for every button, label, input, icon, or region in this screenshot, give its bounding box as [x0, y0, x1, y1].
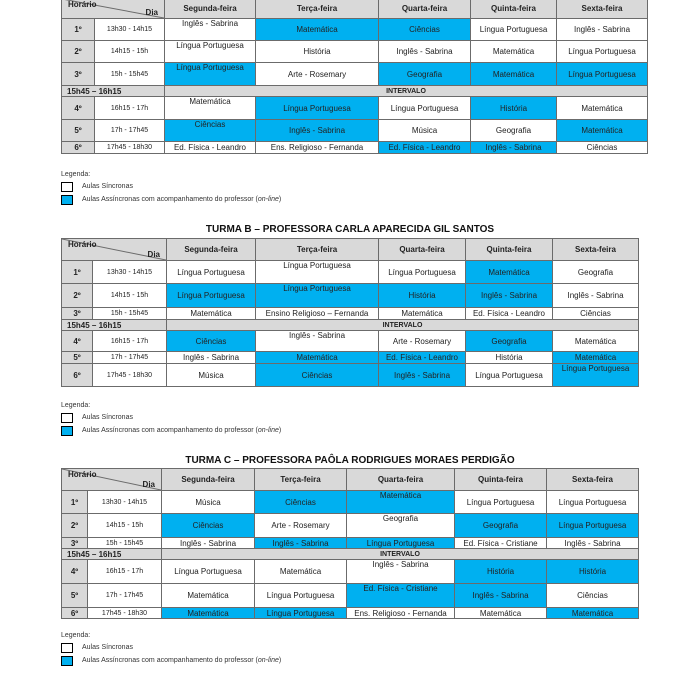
async-class-cell: História — [471, 97, 557, 120]
day-header: Quarta-feira — [379, 0, 471, 19]
async-class-cell: Língua Portuguesa — [557, 63, 648, 86]
period-number: 1º — [62, 261, 93, 284]
schedule-row — [62, 491, 639, 514]
sync-class-cell: Matemática — [557, 97, 648, 120]
horario-dia-header — [62, 239, 167, 261]
day-header: Segunda-feira — [165, 0, 256, 19]
horario-label: Horário — [68, 240, 97, 249]
async-class-cell: Ciências — [165, 120, 256, 142]
interval-label: INTERVALO — [165, 86, 648, 97]
period-time: 15h - 15h45 — [95, 63, 165, 86]
async-class-cell: Ciências — [167, 331, 256, 352]
sync-class-cell: Matemática — [165, 97, 256, 120]
async-class-cell: Língua Portuguesa — [547, 514, 639, 538]
interval-row — [62, 549, 639, 560]
sync-class-cell: Inglês - Sabrina — [162, 538, 255, 549]
legend-async-label: Aulas Assíncronas com acompanhamento do professor (on-line) — [82, 196, 282, 203]
schedule-row — [62, 41, 648, 63]
sync-class-cell: Língua Portuguesa — [162, 560, 255, 584]
interval-time: 15h45 – 16h15 — [62, 320, 167, 331]
async-class-cell: Ed. Física - Leandro — [379, 142, 471, 154]
sync-class-cell: Inglês - Sabrina — [379, 41, 471, 63]
period-time: 14h15 - 15h — [93, 284, 167, 308]
sync-class-cell: Matemática — [379, 308, 466, 320]
schedule-row — [62, 352, 639, 364]
sync-class-cell: Inglês - Sabrina — [167, 352, 256, 364]
async-class-cell: Matemática — [347, 491, 455, 514]
sync-class-cell: Matemática — [455, 608, 547, 619]
sync-class-cell: Língua Portuguesa — [167, 261, 256, 284]
async-class-cell: Língua Portuguesa — [165, 63, 256, 86]
async-class-cell: Matemática — [256, 19, 379, 41]
period-time: 17h45 - 18h30 — [95, 142, 165, 154]
period-time: 17h - 17h45 — [88, 584, 162, 608]
period-time: 15h - 15h45 — [93, 308, 167, 320]
schedule-row — [62, 560, 639, 584]
day-header: Quinta-feira — [471, 0, 557, 19]
period-time: 15h - 15h45 — [88, 538, 162, 549]
turma-c-table — [61, 468, 639, 619]
period-number: 4º — [62, 331, 93, 352]
sync-class-cell: Geografia — [553, 261, 639, 284]
async-class-cell: Matemática — [466, 261, 553, 284]
sync-class-cell: Língua Portuguesa — [547, 491, 639, 514]
async-class-cell: História — [455, 560, 547, 584]
sync-class-cell: Inglês - Sabrina — [256, 331, 379, 352]
sync-class-cell: Ens. Religioso - Fernanda — [256, 142, 379, 154]
async-class-cell: Ciências — [162, 514, 255, 538]
schedule-row — [62, 261, 639, 284]
async-class-cell: Geografia — [379, 63, 471, 86]
period-time: 17h - 17h45 — [93, 352, 167, 364]
async-class-cell: Língua Portuguesa — [167, 284, 256, 308]
async-class-cell: Matemática — [256, 352, 379, 364]
turma-c-legend — [61, 632, 282, 669]
turma-c-title: TURMA C – PROFESSORA PAÔLA RODRIGUES MORAES PERDIGÃO — [185, 455, 515, 466]
async-class-cell: Matemática — [553, 352, 639, 364]
turma-b-title: TURMA B – PROFESSORA CARLA APARECIDA GIL SANTOS — [205, 224, 495, 235]
schedule-row — [62, 608, 639, 619]
sync-legend-box — [61, 182, 73, 192]
sync-class-cell: Inglês - Sabrina — [165, 19, 256, 41]
day-header: Quarta-feira — [379, 239, 466, 261]
async-class-cell: Matemática — [557, 120, 648, 142]
day-header: Quinta-feira — [455, 469, 547, 491]
async-class-cell: Matemática — [547, 608, 639, 619]
schedule-row — [62, 142, 648, 154]
period-number: 2º — [62, 514, 88, 538]
interval-time: 15h45 – 16h15 — [62, 86, 165, 97]
async-class-cell: Língua Portuguesa — [553, 364, 639, 387]
sync-class-cell: Inglês - Sabrina — [347, 560, 455, 584]
sync-class-cell: Ciências — [557, 142, 648, 154]
async-legend-box — [61, 426, 73, 436]
sync-class-cell: Língua Portuguesa — [471, 19, 557, 41]
sync-class-cell: Língua Portuguesa — [379, 261, 466, 284]
schedule-row — [62, 331, 639, 352]
sync-class-cell: Língua Portuguesa — [557, 41, 648, 63]
async-class-cell: Língua Portuguesa — [256, 284, 379, 308]
sync-class-cell: Língua Portuguesa — [455, 491, 547, 514]
sync-class-cell: Matemática — [162, 584, 255, 608]
day-header: Sexta-feira — [557, 0, 648, 19]
schedule-row — [62, 514, 639, 538]
turma-b-legend — [61, 402, 282, 439]
async-class-cell: Ed. Física - Leandro — [379, 352, 466, 364]
sync-class-cell: Matemática — [255, 560, 347, 584]
async-class-cell: Inglês - Sabrina — [466, 284, 553, 308]
interval-time: 15h45 – 16h15 — [62, 549, 162, 560]
sync-class-cell: Ed. Física - Cristiane — [455, 538, 547, 549]
turma-a-table — [61, 0, 648, 154]
async-class-cell: Inglês - Sabrina — [455, 584, 547, 608]
period-number: 3º — [62, 63, 95, 86]
async-legend-box — [61, 656, 73, 666]
schedule-row — [62, 364, 639, 387]
async-class-cell: Ciências — [256, 364, 379, 387]
day-header: Quinta-feira — [466, 239, 553, 261]
legend-title: Legenda: — [61, 402, 91, 409]
sync-class-cell: Ciências — [547, 584, 639, 608]
turma-a-schedule — [61, 0, 638, 154]
async-class-cell: Matemática — [162, 608, 255, 619]
sync-class-cell: Ed. Física - Leandro — [466, 308, 553, 320]
day-header: Terça-feira — [256, 0, 379, 19]
turma-a-legend — [61, 171, 282, 208]
sync-class-cell: Língua Portuguesa — [165, 41, 256, 63]
async-class-cell: Inglês - Sabrina — [471, 142, 557, 154]
async-class-cell: Inglês - Sabrina — [379, 364, 466, 387]
async-class-cell: Inglês - Sabrina — [255, 538, 347, 549]
async-class-cell: História — [547, 560, 639, 584]
async-class-cell: Língua Portuguesa — [347, 538, 455, 549]
sync-class-cell: Matemática — [553, 331, 639, 352]
async-class-cell: Língua Portuguesa — [256, 97, 379, 120]
sync-class-cell: Ensino Religioso – Fernanda — [256, 308, 379, 320]
sync-class-cell: Arte - Rosemary — [379, 331, 466, 352]
day-header: Terça-feira — [256, 239, 379, 261]
period-number: 5º — [62, 584, 88, 608]
async-class-cell: Geografia — [455, 514, 547, 538]
sync-class-cell: Música — [162, 491, 255, 514]
schedule-row — [62, 63, 648, 86]
interval-label: INTERVALO — [162, 549, 639, 560]
turma-b-schedule — [61, 238, 638, 387]
sync-class-cell: Ed. Física - Leandro — [165, 142, 256, 154]
legend-async-label: Aulas Assíncronas com acompanhamento do professor (on-line) — [82, 657, 282, 664]
async-class-cell: História — [379, 284, 466, 308]
legend-async-label: Aulas Assíncronas com acompanhamento do professor (on-line) — [82, 427, 282, 434]
dia-label: Dia — [145, 8, 158, 17]
period-number: 4º — [62, 560, 88, 584]
day-header: Sexta-feira — [553, 239, 639, 261]
dia-label: Dia — [147, 250, 160, 259]
async-class-cell: Ed. Física - Cristiane — [347, 584, 455, 608]
sync-class-cell: Língua Portuguesa — [379, 97, 471, 120]
sync-class-cell: Arte - Rosemary — [255, 514, 347, 538]
period-number: 2º — [62, 284, 93, 308]
sync-class-cell: Geografia — [471, 120, 557, 142]
period-number: 6º — [62, 142, 95, 154]
period-time: 16h15 - 17h — [93, 331, 167, 352]
period-time: 16h15 - 17h — [95, 97, 165, 120]
sync-class-cell: Geografia — [347, 514, 455, 538]
period-time: 14h15 - 15h — [95, 41, 165, 63]
day-header: Terça-feira — [255, 469, 347, 491]
period-time: 13h30 - 14h15 — [88, 491, 162, 514]
legend-title: Legenda: — [61, 171, 91, 178]
async-class-cell: Geografia — [466, 331, 553, 352]
sync-class-cell: Língua Portuguesa — [255, 584, 347, 608]
schedule-row — [62, 538, 639, 549]
schedule-row — [62, 308, 639, 320]
sync-class-cell: Língua Portuguesa — [466, 364, 553, 387]
dia-label: Dia — [142, 480, 155, 489]
header-row — [62, 0, 648, 19]
schedule-row — [62, 120, 648, 142]
legend-title: Legenda: — [61, 632, 91, 639]
async-class-cell: Matemática — [471, 63, 557, 86]
period-time: 16h15 - 17h — [88, 560, 162, 584]
horario-label: Horário — [68, 0, 97, 9]
period-number: 1º — [62, 491, 88, 514]
period-number: 1º — [62, 19, 95, 41]
header-row — [62, 469, 639, 491]
header-row — [62, 239, 639, 261]
period-number: 4º — [62, 97, 95, 120]
day-header: Segunda-feira — [167, 239, 256, 261]
schedule-row — [62, 97, 648, 120]
sync-class-cell: Matemática — [167, 308, 256, 320]
sync-class-cell: Língua Portuguesa — [256, 261, 379, 284]
async-class-cell: Ciências — [379, 19, 471, 41]
turma-c-schedule — [61, 468, 638, 619]
sync-legend-box — [61, 643, 73, 653]
sync-class-cell: Música — [379, 120, 471, 142]
period-time: 17h45 - 18h30 — [88, 608, 162, 619]
sync-class-cell: História — [256, 41, 379, 63]
period-number: 3º — [62, 538, 88, 549]
period-time: 17h - 17h45 — [95, 120, 165, 142]
turma-b-table — [61, 238, 639, 387]
async-class-cell: Ciências — [255, 491, 347, 514]
schedule-row — [62, 584, 639, 608]
sync-class-cell: Ciências — [553, 308, 639, 320]
sync-class-cell: Inglês - Sabrina — [547, 538, 639, 549]
interval-row — [62, 86, 648, 97]
day-header: Sexta-feira — [547, 469, 639, 491]
sync-legend-box — [61, 413, 73, 423]
sync-class-cell: História — [466, 352, 553, 364]
sync-class-cell: Ens. Religioso - Fernanda — [347, 608, 455, 619]
day-header: Segunda-feira — [162, 469, 255, 491]
period-time: 14h15 - 15h — [88, 514, 162, 538]
period-number: 6º — [62, 608, 88, 619]
sync-class-cell: Inglês - Sabrina — [557, 19, 648, 41]
period-number: 2º — [62, 41, 95, 63]
sync-class-cell: Matemática — [471, 41, 557, 63]
legend-sync-label: Aulas Síncronas — [82, 644, 133, 651]
period-number: 5º — [62, 352, 93, 364]
legend-sync-label: Aulas Síncronas — [82, 414, 133, 421]
async-legend-box — [61, 195, 73, 205]
sync-class-cell: Inglês - Sabrina — [553, 284, 639, 308]
async-class-cell: Inglês - Sabrina — [256, 120, 379, 142]
horario-dia-header — [62, 469, 162, 491]
period-time: 13h30 - 14h15 — [93, 261, 167, 284]
horario-dia-header — [62, 0, 165, 19]
sync-class-cell: Arte - Rosemary — [256, 63, 379, 86]
period-time: 13h30 - 14h15 — [95, 19, 165, 41]
horario-label: Horário — [68, 470, 97, 479]
interval-row — [62, 320, 639, 331]
period-number: 5º — [62, 120, 95, 142]
period-time: 17h45 - 18h30 — [93, 364, 167, 387]
async-class-cell: Língua Portuguesa — [255, 608, 347, 619]
day-header: Quarta-feira — [347, 469, 455, 491]
sync-class-cell: Música — [167, 364, 256, 387]
legend-sync-label: Aulas Síncronas — [82, 183, 133, 190]
schedule-row — [62, 284, 639, 308]
period-number: 6º — [62, 364, 93, 387]
interval-label: INTERVALO — [167, 320, 639, 331]
schedule-row — [62, 19, 648, 41]
period-number: 3º — [62, 308, 93, 320]
